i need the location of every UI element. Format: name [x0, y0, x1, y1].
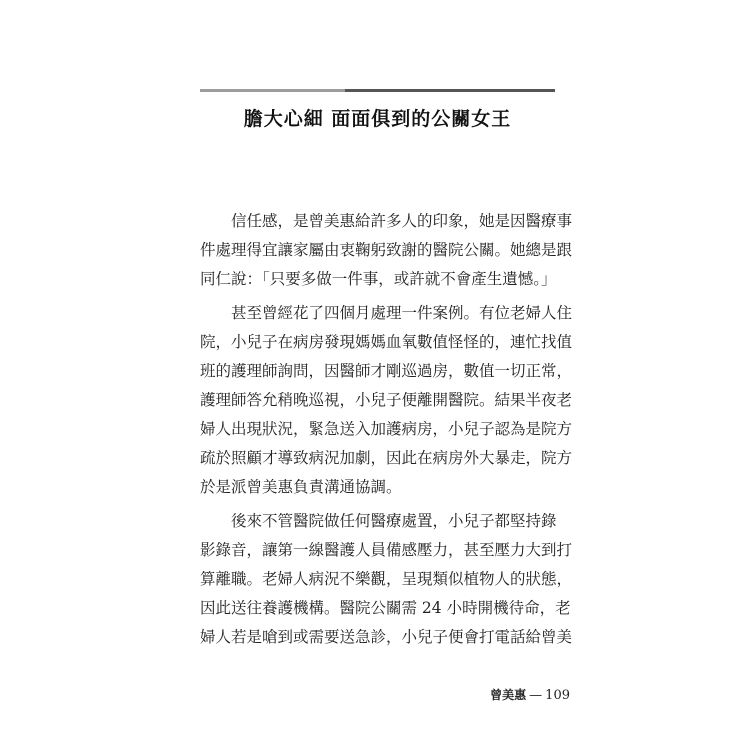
text-line: 同仁說：「只要多做一件事，或許就不會產生遺憾。」: [200, 270, 557, 288]
text-line: 婦人若是嗆到或需要送急診，小兒子便會打電話給曾美: [200, 628, 573, 646]
header-rule: [200, 89, 555, 92]
paragraph: [200, 207, 573, 294]
page-footer: [490, 686, 570, 703]
text-line: 影錄音，讓第一線醫護人員備感壓力，甚至壓力大到打: [200, 541, 573, 559]
page-number: 109: [545, 688, 570, 703]
paragraph: [200, 299, 573, 502]
text-line: 甚至曾經花了四個月處理一件案例。有位老婦人住: [200, 304, 573, 322]
text-line: 婦人出現狀況，緊急送入加護病房，小兒子認為是院方: [200, 420, 573, 438]
text-line: 信任感，是曾美惠給許多人的印象，她是因醫療事: [200, 212, 573, 230]
text-line: 疏於照顧才導致病況加劇，因此在病房外大暴走，院方: [200, 449, 573, 467]
text-line: 算離職。老婦人病況不樂觀，呈現類似植物人的狀態，: [200, 570, 573, 588]
footer-author: 曾美惠: [490, 688, 527, 702]
text-line: 護理師答允稍晚巡視，小兒子便離開醫院。結果半夜老: [200, 391, 573, 409]
chapter-title: 膽大心細 面面俱到的公關女王: [243, 108, 512, 130]
text-line: 於是派曾美惠負責溝通協調。: [200, 478, 402, 496]
text-line: 因此送往養護機構。醫院公關需 24 小時開機待命，老: [200, 599, 571, 617]
text-line: 院，小兒子在病房發現媽媽血氧數值怪怪的，連忙找值: [200, 333, 573, 351]
footer-dash: —: [529, 688, 543, 703]
paragraph: [200, 507, 573, 652]
text-line: 件處理得宜讓家屬由衷鞠躬致謝的醫院公關。她總是跟: [200, 241, 573, 259]
text-line: 後來不管醫院做任何醫療處置，小兒子都堅持錄: [200, 512, 557, 530]
body-text: [200, 207, 573, 652]
text-line: 班的護理師詢問，因醫師才剛巡過房，數值一切正常，: [200, 362, 573, 380]
